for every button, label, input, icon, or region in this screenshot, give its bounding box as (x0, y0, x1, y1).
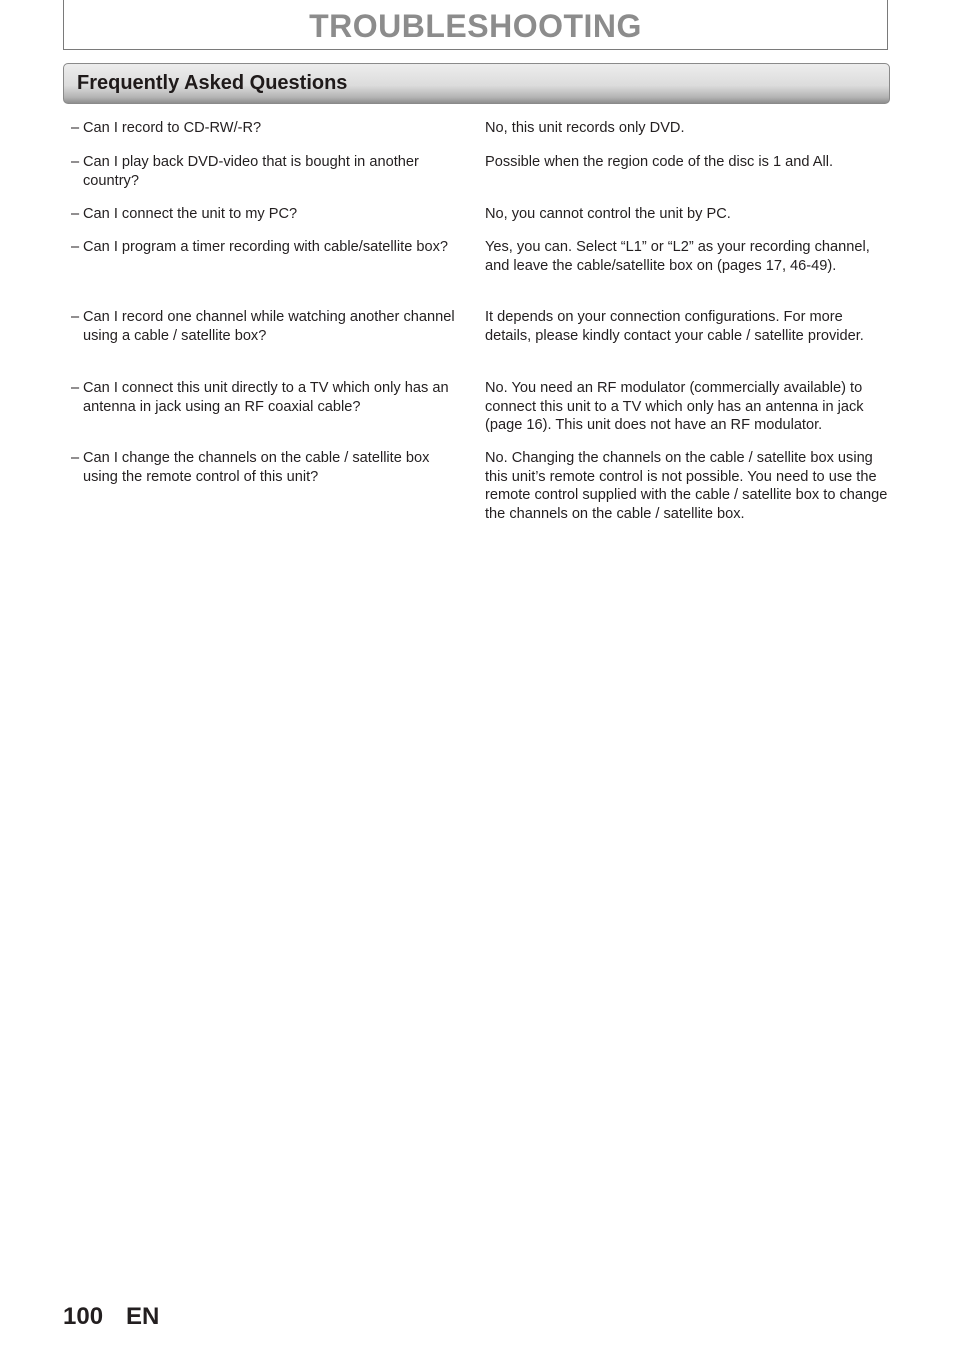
faq-answer: Yes, you can. Select “L1” or “L2” as your recording channel, and leave the cable/satellite box on (pages 17, 46-49). (485, 239, 870, 274)
faq-answer: No. Changing the channels on the cable / satellite box using this unit’s remote control is not possible. You need to use the remote control supplied with the cable / satellite box to change the channels on the cable / satellite box. (485, 450, 888, 522)
faq-question-text: Can I connect this unit directly to a TV which only has an antenna in jack using an RF coaxial cable? (83, 380, 449, 415)
faq-answer: It depends on your connection configurations. For more details, please kindly contact your cable / satellite provider. (485, 309, 864, 344)
faq-answer: No. You need an RF modulator (commercially available) to connect this unit to a TV which only has an antenna in jack (page 16). This unit does not have an RF modulator. (485, 380, 864, 433)
faq-question (70, 308, 465, 345)
dash-bullet: – (71, 154, 80, 170)
faq-question (70, 205, 465, 224)
dash-bullet: – (71, 309, 80, 325)
faq-question (70, 449, 465, 486)
faq-question-text: Can I program a timer recording with cable/satellite box? (83, 239, 449, 255)
faq-answer: Possible when the region code of the disc is 1 and All. (485, 154, 834, 170)
faq-answer: No, you cannot control the unit by PC. (485, 206, 731, 222)
faq-question-text: Can I record one channel while watching another channel using a cable / satellite box? (83, 309, 455, 344)
faq-question (70, 238, 465, 257)
faq-question-text: Can I connect the unit to my PC? (83, 206, 298, 222)
dash-bullet: – (71, 450, 80, 466)
faq-answer: No, this unit records only DVD. (485, 120, 685, 136)
page-number: 100 (63, 1303, 104, 1330)
faq-question (70, 119, 465, 138)
section-header-bar (63, 63, 890, 104)
dash-bullet: – (71, 120, 80, 136)
faq-question-text: Can I change the channels on the cable / satellite box using the remote control of this unit? (83, 450, 430, 485)
faq-question-text: Can I record to CD-RW/-R? (83, 120, 262, 136)
page-language: EN (126, 1303, 160, 1330)
faq-question (70, 379, 465, 416)
dash-bullet: – (71, 206, 80, 222)
dash-bullet: – (71, 239, 80, 255)
page-header (63, 0, 888, 50)
faq-question-text: Can I play back DVD-video that is bought in another country? (83, 154, 419, 189)
faq-question (70, 153, 465, 190)
dash-bullet: – (71, 380, 80, 396)
section-title: Frequently Asked Questions (77, 72, 348, 94)
page-title: TROUBLESHOOTING (309, 8, 642, 44)
